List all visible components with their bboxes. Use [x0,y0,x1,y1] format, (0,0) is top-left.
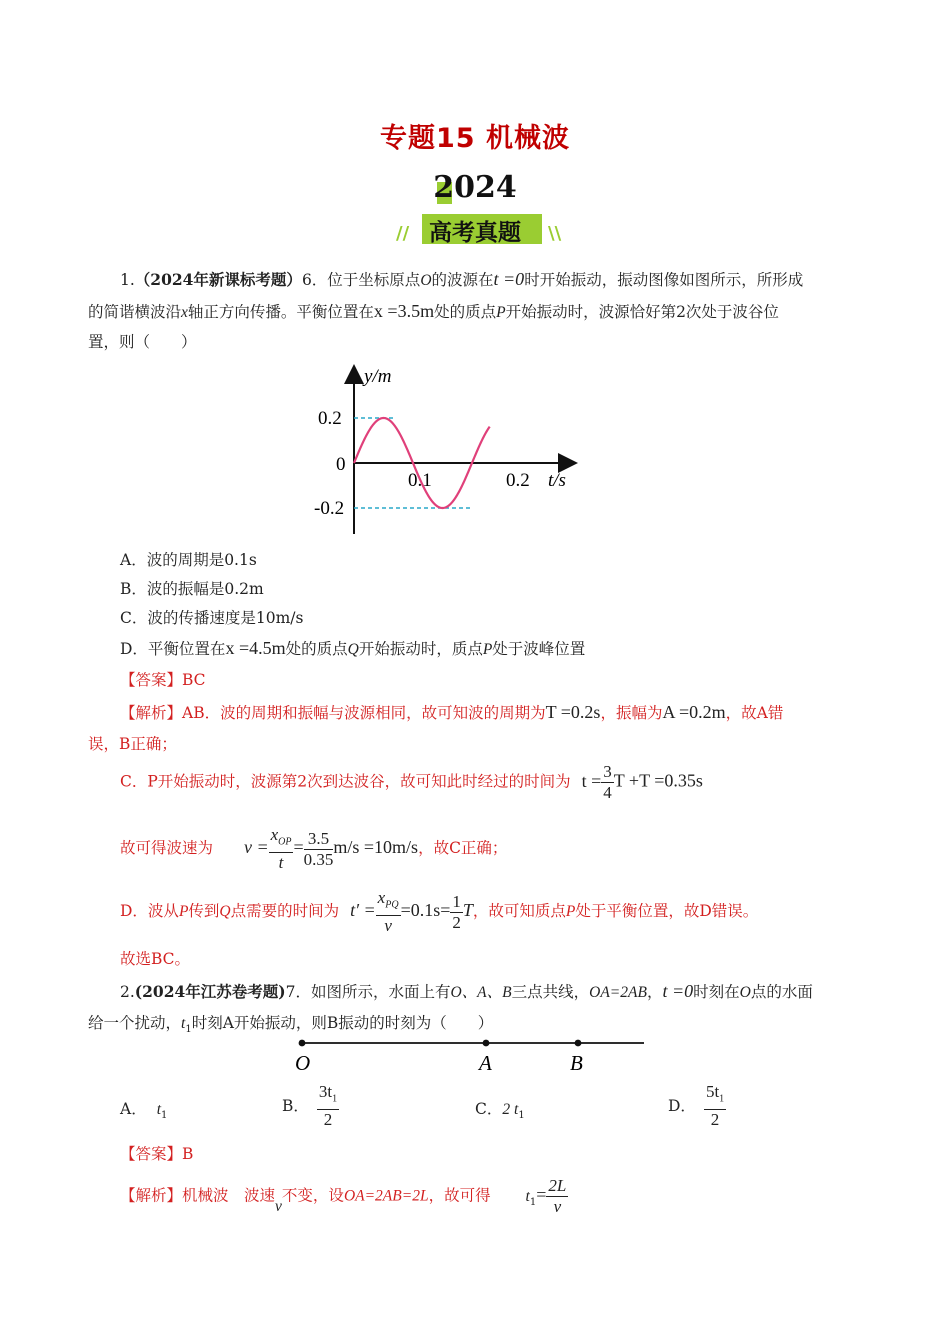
q1-answer: 【答案】BC [120,671,206,689]
q1-stem-line1: 1.（2024年新课标考题）6．位于坐标原点O的波源在t =0时开始振动，振动图像如图所示，所形成 [120,269,804,289]
q2-option-b[interactable]: B． $\frac{3t_1}{2}$ [282,1082,338,1130]
q1-stem-line3: 置，则（ ） [88,333,197,351]
q2-stem-line1: 2.(2024年江苏卷考题)7．如图所示，水面上有O、A、B三点共线，OA=2AB，t =0时刻在O点的水面 [120,981,813,1001]
point-b [575,1040,582,1047]
q1-stem-line2: 的简谐横波沿x轴正方向传播。平衡位置在x =3.5m处的质点P开始振动时，波源恰好第2次处于波谷位 [88,301,779,321]
collinear-points-diagram [290,1034,650,1076]
q1-analysis-velocity: 故可得波速为 v = $\frac{x_{OP}}{t}$ = $\frac{3.5}{0.35}$ m/s =10m/s，故C正确； [120,825,508,873]
banner-slash-right: \\ [548,223,562,244]
q2-option-a[interactable]: A． $t_1$ [120,1100,168,1122]
graph-y-tick-pos: 0.2 [318,408,342,429]
q1-analysis-d: D．波从P传到Q点需要的时间为 t′ = $\frac{x_{PQ}}{v}$ =0.1s= $\frac{1}{2}$ T，故可知质点P处于平衡位置，故D错误。 [120,888,759,936]
label-a: A [479,1051,492,1075]
vibration-graph [300,360,590,540]
year-heading: 2024 [433,170,517,205]
graph-x-tick-2: 0.2 [506,470,530,491]
q1-option-d[interactable]: D．平衡位置在x =4.5m处的质点Q开始振动时，质点P处于波峰位置 [120,638,586,658]
graph-x-tick-1: 0.1 [408,470,432,491]
q2-answer: 【答案】B [120,1145,194,1163]
point-o [299,1040,306,1047]
q1-source: （2024年新课标考题） [134,270,302,289]
page-title: 专题15 机械波 [380,123,570,154]
q2-source: (2024年江苏卷考题) [134,982,286,1001]
q1-conclusion: 故选BC。 [120,950,191,968]
q1-option-b[interactable]: B．波的振幅是0.2m [120,580,264,598]
q2-option-c[interactable]: C．2 $t_1$ [475,1100,525,1122]
q1-option-a[interactable]: A．波的周期是0.1s [120,551,257,569]
graph-y-label: y/m [364,366,392,387]
label-o: O [295,1051,311,1075]
label-b: B [570,1051,583,1075]
q2-option-d[interactable]: D． $\frac{5t_1}{2}$ [668,1082,725,1130]
q1-analysis-ab: 【解析】AB．波的周期和振幅与波源相同，故可知波的周期为T =0.2s，振幅为A =0.2m，故A错 [120,702,784,722]
q2-analysis: 【解析】机械波 波速v不变，设OA=2AB=2L，故可得 $t_1=$ $\frac{2L}{v}$ [120,1176,567,1216]
q1-analysis-c: C．P开始振动时，波源第2次到达波谷，故可知此时经过的时间为 t = $\frac{3}{4}$ T +T =0.35s [120,762,703,802]
q1-analysis-ab-cont: 误，B正确； [88,735,177,753]
graph-y-tick-neg: -0.2 [314,498,345,519]
q2-stem-line2: 给一个扰动，$t_1$时刻A开始振动，则B振动的时刻为（ ） [88,1014,494,1036]
q1-option-c[interactable]: C．波的传播速度是10m/s [120,609,304,627]
graph-x-label: t/s [548,470,566,491]
banner-title: 高考真题 [429,220,521,246]
graph-origin-label: 0 [336,454,346,475]
banner-slash-left: // [396,223,410,244]
point-a [483,1040,490,1047]
